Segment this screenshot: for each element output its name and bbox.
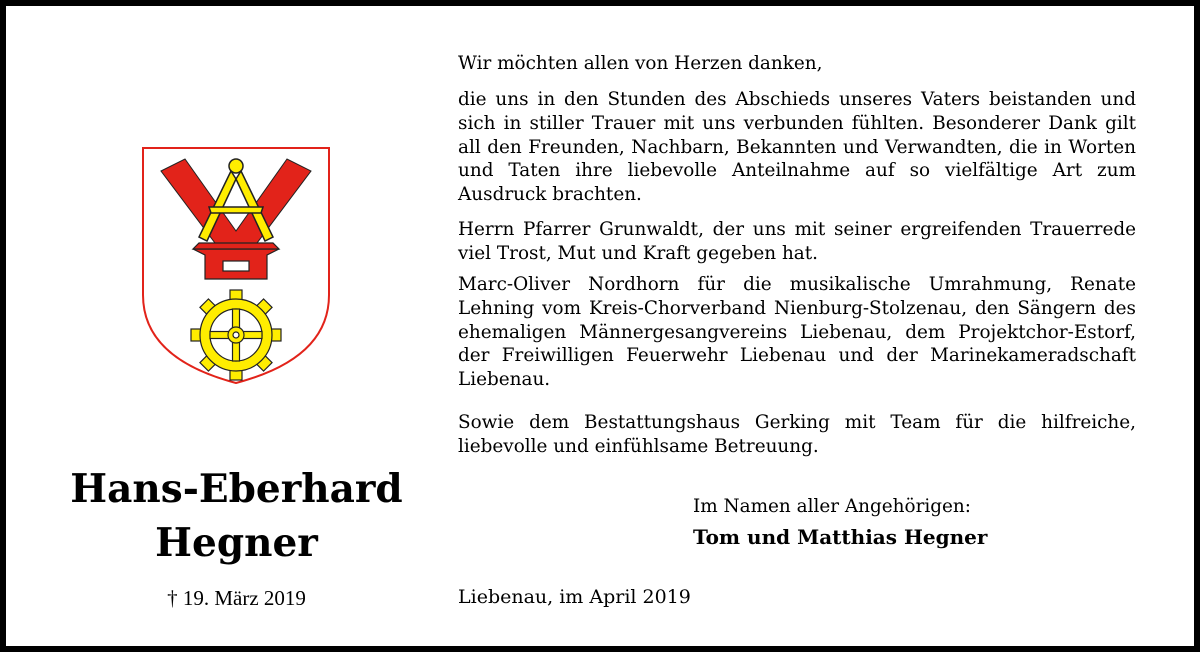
place-date: Liebenau, im April 2019 [458, 586, 691, 608]
death-date: † 19. März 2019 [167, 586, 306, 610]
thanks-paragraph-music [458, 273, 1136, 392]
thanks-paragraph-funeral-home [458, 411, 1136, 459]
deceased-last-name: Hegner [155, 520, 318, 566]
thanks-paragraph-family [458, 88, 1136, 207]
paragraph: Wir möchten allen von Herzen danken, [458, 53, 823, 74]
paragraph: Marc-Oliver Nordhorn für die musikalische Umrahmung, Renate Lehning vom Kreis-Chorverband Nienburg-Stolzenau, den Sängern des ehemaligen Männergesangvereins Liebenau, dem Projektchor-Estorf, der Freiwilligen Feuerwehr Liebenau und der Marinekameradschaft Liebenau. [458, 274, 1136, 391]
gear-icon [191, 290, 281, 380]
paragraph: Sowie dem Bestattungshaus Gerking mit Team für die hilfreiche, liebevolle und einfühlsame Betreuung. [458, 412, 1136, 457]
deceased-first-name: Hans-Eberhard [70, 466, 403, 512]
closing-intro: Im Namen aller Angehörigen: [693, 496, 971, 517]
paragraph: die uns in den Stunden des Abschieds unseres Vaters beistanden und sich in stiller Trauer mit uns verbunden fühlten. Besonderer Dank gilt all den Freunden, Nachbarn, Bekannten und Verwandten, die in Worten und Taten ihre liebevolle Anteilnahme auf so vielfältige Art zum Ausdruck brachten. [458, 89, 1136, 206]
anvil-icon [193, 243, 279, 279]
thanks-paragraph-pastor [458, 218, 1136, 266]
coat-of-arms-icon [139, 145, 333, 385]
closing-signers: Tom und Matthias Hegner [693, 525, 988, 549]
paragraph: Herrn Pfarrer Grunwaldt, der uns mit seiner ergreifenden Trauerrede viel Trost, Mut und Kraft gegeben hat. [458, 219, 1136, 264]
thanks-intro [458, 52, 1136, 76]
